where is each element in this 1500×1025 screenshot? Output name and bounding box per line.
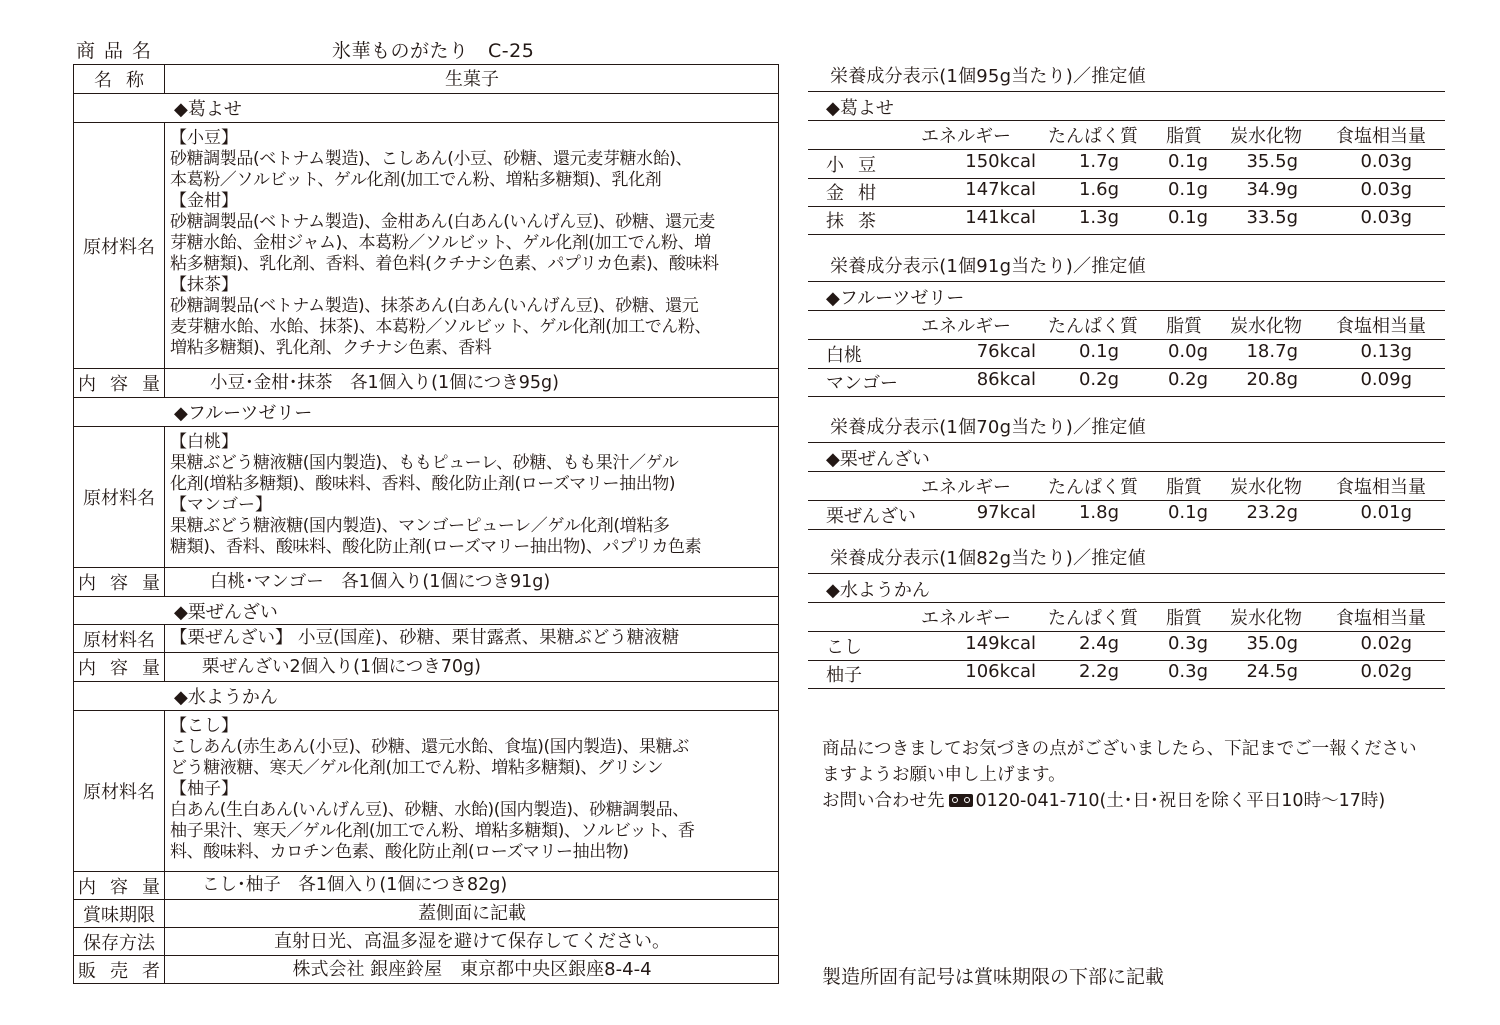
nutrition-value: 141kcal <box>965 207 1036 228</box>
nutrition-value: 35.5g <box>1246 151 1298 172</box>
nutrition-value: 147kcal <box>965 179 1036 200</box>
nutrition-rule <box>808 206 1445 207</box>
nutrition-value: 34.9g <box>1246 179 1298 200</box>
nutrition-rule <box>808 339 1445 340</box>
ingredient-line: 芽糖水飴、金柑ジャム)、本葛粉／ソルビット、ゲル化剤(加工でん粉、増 <box>170 233 711 253</box>
seller-row <box>74 956 778 983</box>
nutrition-rule <box>808 442 1445 443</box>
ingredient-line: 【白桃】 <box>170 432 238 452</box>
nutrition-rule <box>808 500 1445 501</box>
nutrition-value: 0.09g <box>1360 369 1412 390</box>
nutrition-value: 0.1g <box>1167 151 1208 172</box>
nutrition-rule <box>808 368 1445 369</box>
storage-row <box>74 928 778 956</box>
ingredient-line: 【マンゴー】 <box>170 495 272 515</box>
ingredients-row <box>74 123 778 369</box>
product-name-value: 氷華ものがたり C-25 <box>332 40 535 62</box>
nutrition-column-header: 脂質 <box>1166 126 1202 147</box>
content-label: 内容量 <box>74 568 165 596</box>
nutrition-row-label: 栗ぜんざい <box>826 506 916 527</box>
nutrition-title: 栄養成分表示(1個82g当たり)／推定値 <box>830 548 1146 569</box>
nutrition-column-header: 食塩相当量 <box>1336 608 1426 629</box>
content-value: 小豆･金柑･抹茶 各1個入り(1個につき95g) <box>210 372 559 393</box>
nutrition-column-header: 脂質 <box>1166 316 1202 337</box>
nutrition-column-header: たんぱく質 <box>1048 316 1138 337</box>
nutrition-rule <box>808 281 1445 282</box>
nutrition-value: 23.2g <box>1246 502 1298 523</box>
ingredient-line: 麦芽糖水飴、水飴、抹茶)、本葛粉／ソルビット、ゲル化剤(加工でん粉、 <box>170 317 712 337</box>
ingredients-label: 原材料名 <box>74 625 165 652</box>
nutrition-column-header: エネルギー <box>921 477 1011 498</box>
nutrition-value: 2.4g <box>1078 633 1119 654</box>
ingredients-row <box>74 625 778 653</box>
name-label: 名称 <box>74 65 165 93</box>
ingredients-row <box>74 711 778 872</box>
nutrition-value: 0.3g <box>1167 661 1208 682</box>
name-row <box>74 65 778 94</box>
nutrition-value: 0.03g <box>1360 207 1412 228</box>
nutrition-column-header: エネルギー <box>921 316 1011 337</box>
nutrition-value: 0.1g <box>1167 179 1208 200</box>
label-table <box>73 64 779 984</box>
nutrition-column-header: 脂質 <box>1166 477 1202 498</box>
nutrition-rule <box>808 660 1445 661</box>
nutrition-product-name: ◆葛よせ <box>826 98 894 119</box>
ingredient-line: こしあん(赤生あん(小豆)、砂糖、還元水飴、食塩)(国内製造)、果糖ぶ <box>170 737 689 757</box>
nutrition-column-header: 食塩相当量 <box>1336 126 1426 147</box>
content-row <box>74 369 778 398</box>
nutrition-value: 2.2g <box>1078 661 1119 682</box>
nutrition-row-label: 柚子 <box>826 665 862 686</box>
nutrition-value: 33.5g <box>1246 207 1298 228</box>
nutrition-rule <box>808 471 1445 472</box>
content-row <box>74 568 778 597</box>
nutrition-row-label: 金柑 <box>826 183 890 204</box>
nutrition-value: 0.13g <box>1360 341 1412 362</box>
ingredient-line: 【柚子】 <box>170 779 238 799</box>
nutrition-column-header: たんぱく質 <box>1048 126 1138 147</box>
section-header: ◆栗ぜんざい <box>74 597 778 625</box>
nutrition-value: 20.8g <box>1246 369 1298 390</box>
nutrition-row-label: マンゴー <box>826 373 898 394</box>
nutrition-column-header: 食塩相当量 <box>1336 316 1426 337</box>
nutrition-column-header: エネルギー <box>921 608 1011 629</box>
nutrition-column-header: たんぱく質 <box>1048 608 1138 629</box>
ingredient-line: 果糖ぶどう糖液糖(国内製造)、マンゴーピューレ／ゲル化剤(増粘多 <box>170 516 670 536</box>
section-header: ◆フルーツゼリー <box>74 398 778 427</box>
free-dial-icon <box>949 794 973 807</box>
nutrition-rule <box>808 602 1445 603</box>
nutrition-rule <box>808 310 1445 311</box>
nutrition-value: 106kcal <box>965 661 1036 682</box>
nutrition-value: 24.5g <box>1246 661 1298 682</box>
nutrition-value: 86kcal <box>976 369 1036 390</box>
nutrition-row-label: 白桃 <box>826 345 862 366</box>
factory-code-note: 製造所固有記号は賞味期限の下部に記載 <box>822 966 1165 988</box>
content-label: 内容量 <box>74 653 165 681</box>
nutrition-value: 18.7g <box>1246 341 1298 362</box>
ingredients-label: 原材料名 <box>74 711 165 871</box>
nutrition-rule <box>808 396 1445 397</box>
ingredient-line: 糖類)、香料、酸味料、酸化防止剤(ローズマリー抽出物)、パプリカ色素 <box>170 537 702 557</box>
nutrition-value: 1.6g <box>1078 179 1119 200</box>
ingredients-label: 原材料名 <box>74 123 165 368</box>
nutrition-value: 0.2g <box>1078 369 1119 390</box>
ingredients-value <box>166 123 778 368</box>
nutrition-rule <box>808 178 1445 179</box>
nutrition-value: 97kcal <box>976 502 1036 523</box>
nutrition-column-header: 炭水化物 <box>1230 477 1302 498</box>
content-value: 白桃･マンゴー 各1個入り(1個につき91g) <box>210 571 551 592</box>
nutrition-value: 0.03g <box>1360 151 1412 172</box>
section-header: ◆葛よせ <box>74 94 778 123</box>
seller-label: 販売者 <box>74 956 165 983</box>
nutrition-column-header: 炭水化物 <box>1230 608 1302 629</box>
ingredient-line: 【こし】 <box>170 716 238 736</box>
product-name-row <box>76 38 780 64</box>
ingredient-line: 果糖ぶどう糖液糖(国内製造)、ももピューレ、砂糖、もも果汁／ゲル <box>170 453 679 473</box>
contact-label: お問い合わせ先 <box>822 791 945 811</box>
nutrition-row-label: 小豆 <box>826 155 890 176</box>
ingredients-label: 原材料名 <box>74 427 165 567</box>
nutrition-value: 0.2g <box>1167 369 1208 390</box>
nutrition-title: 栄養成分表示(1個95g当たり)／推定値 <box>830 66 1146 87</box>
name-value: 生菓子 <box>445 68 499 90</box>
ingredient-line: 砂糖調製品(ベトナム製造)、抹茶あん(白あん(いんげん豆)、砂糖、還元 <box>170 296 699 316</box>
nutrition-rule <box>808 529 1445 530</box>
nutrition-column-header: 炭水化物 <box>1230 316 1302 337</box>
nutrition-value: 76kcal <box>976 341 1036 362</box>
nutrition-rule <box>808 234 1445 235</box>
nutrition-rule <box>808 91 1445 92</box>
ingredient-line: 【金柑】 <box>170 191 238 211</box>
nutrition-rule <box>808 688 1445 689</box>
ingredient-line: 本葛粉／ソルビット、ゲル化剤(加工でん粉、増粘多糖類)、乳化剤 <box>170 170 662 190</box>
ingredient-line: 料、酸味料、カロチン色素、酸化防止剤(ローズマリー抽出物) <box>170 842 629 862</box>
content-value: こし･柚子 各1個入り(1個につき82g) <box>202 875 508 895</box>
nutrition-product-name: ◆フルーツゼリー <box>826 288 965 309</box>
nutrition-title: 栄養成分表示(1個70g当たり)／推定値 <box>830 417 1146 438</box>
best-before-label: 賞味期限 <box>74 900 165 927</box>
nutrition-row-label: 抹茶 <box>826 211 890 232</box>
ingredient-line: どう糖液糖、寒天／ゲル化剤(加工でん粉、増粘多糖類)、グリシン <box>170 758 664 778</box>
contact-phone: 0120-041-710(土･日･祝日を除く平日10時～17時) <box>975 791 1386 811</box>
ingredients-row <box>74 427 778 568</box>
contact-line: ますようお願い申し上げます。 <box>822 765 1066 785</box>
nutrition-value: 0.02g <box>1360 661 1412 682</box>
ingredient-line: 砂糖調製品(ベトナム製造)、金柑あん(白あん(いんげん豆)、砂糖、還元麦 <box>170 212 715 232</box>
best-before-value: 蓋側面に記載 <box>418 903 526 924</box>
nutrition-rule <box>808 631 1445 632</box>
nutrition-product-name: ◆水ようかん <box>826 580 930 601</box>
nutrition-value: 150kcal <box>965 151 1036 172</box>
content-label: 内容量 <box>74 872 165 899</box>
nutrition-value: 1.7g <box>1078 151 1119 172</box>
product-name-label: 商品名 <box>76 40 161 62</box>
nutrition-column-header: たんぱく質 <box>1048 477 1138 498</box>
content-label: 内容量 <box>74 369 165 397</box>
contact-info <box>822 736 1462 814</box>
nutrition-value: 1.3g <box>1078 207 1119 228</box>
contact-line: 商品につきましてお気づきの点がございましたら、下記までご一報ください <box>822 739 1417 759</box>
ingredient-line: 【抹茶】 <box>170 275 238 295</box>
storage-value: 直射日光、高温多湿を避けて保存してください。 <box>274 931 670 952</box>
contact-phone-line <box>822 788 1462 814</box>
section-header: ◆水ようかん <box>74 682 778 711</box>
nutrition-rule <box>808 120 1445 121</box>
content-row <box>74 653 778 682</box>
ingredients-value: 【栗ぜんざい】 小豆(国産)、砂糖、栗甘露煮、果糖ぶどう糖液糖 <box>170 628 680 648</box>
nutrition-column-header: 食塩相当量 <box>1336 477 1426 498</box>
ingredient-line: 化剤(増粘多糖類)、酸味料、香料、酸化防止剤(ローズマリー抽出物) <box>170 474 676 494</box>
nutrition-rule <box>808 149 1445 150</box>
nutrition-row-label: こし <box>826 637 862 658</box>
ingredients-value <box>166 711 778 871</box>
nutrition-column-header: 炭水化物 <box>1230 126 1302 147</box>
nutrition-value: 0.3g <box>1167 633 1208 654</box>
seller-value: 株式会社 銀座鈴屋 東京都中央区銀座8-4-4 <box>292 959 652 980</box>
nutrition-product-name: ◆栗ぜんざい <box>826 449 930 470</box>
content-row <box>74 872 778 900</box>
nutrition-value: 0.01g <box>1360 502 1412 523</box>
nutrition-value: 0.03g <box>1360 179 1412 200</box>
ingredients-value <box>166 427 778 567</box>
nutrition-column-header: 脂質 <box>1166 608 1202 629</box>
nutrition-value: 0.0g <box>1167 341 1208 362</box>
nutrition-value: 0.02g <box>1360 633 1412 654</box>
content-value: 栗ぜんざい2個入り(1個につき70g) <box>202 656 481 677</box>
storage-label: 保存方法 <box>74 928 165 955</box>
ingredient-line: 砂糖調製品(ベトナム製造)、こしあん(小豆、砂糖、還元麦芽糖水飴)、 <box>170 149 693 169</box>
best-before-row <box>74 900 778 928</box>
nutrition-value: 1.8g <box>1078 502 1119 523</box>
nutrition-value: 0.1g <box>1167 502 1208 523</box>
nutrition-value: 0.1g <box>1078 341 1119 362</box>
ingredient-line: 柚子果汁、寒天／ゲル化剤(加工でん粉、増粘多糖類)、ソルビット、香 <box>170 821 695 841</box>
ingredient-line: 粘多糖類)、乳化剤、香料、着色料(クチナシ色素、パプリカ色素)、酸味料 <box>170 254 719 274</box>
nutrition-value: 149kcal <box>965 633 1036 654</box>
ingredient-line: 【小豆】 <box>170 128 238 148</box>
nutrition-title: 栄養成分表示(1個91g当たり)／推定値 <box>830 256 1146 277</box>
ingredient-line: 増粘多糖類)、乳化剤、クチナシ色素、香料 <box>170 338 492 358</box>
ingredient-line: 白あん(生白あん(いんげん豆)、砂糖、水飴)(国内製造)、砂糖調製品、 <box>170 800 689 820</box>
nutrition-rule <box>808 573 1445 574</box>
nutrition-value: 35.0g <box>1246 633 1298 654</box>
nutrition-column-header: エネルギー <box>921 126 1011 147</box>
nutrition-value: 0.1g <box>1167 207 1208 228</box>
